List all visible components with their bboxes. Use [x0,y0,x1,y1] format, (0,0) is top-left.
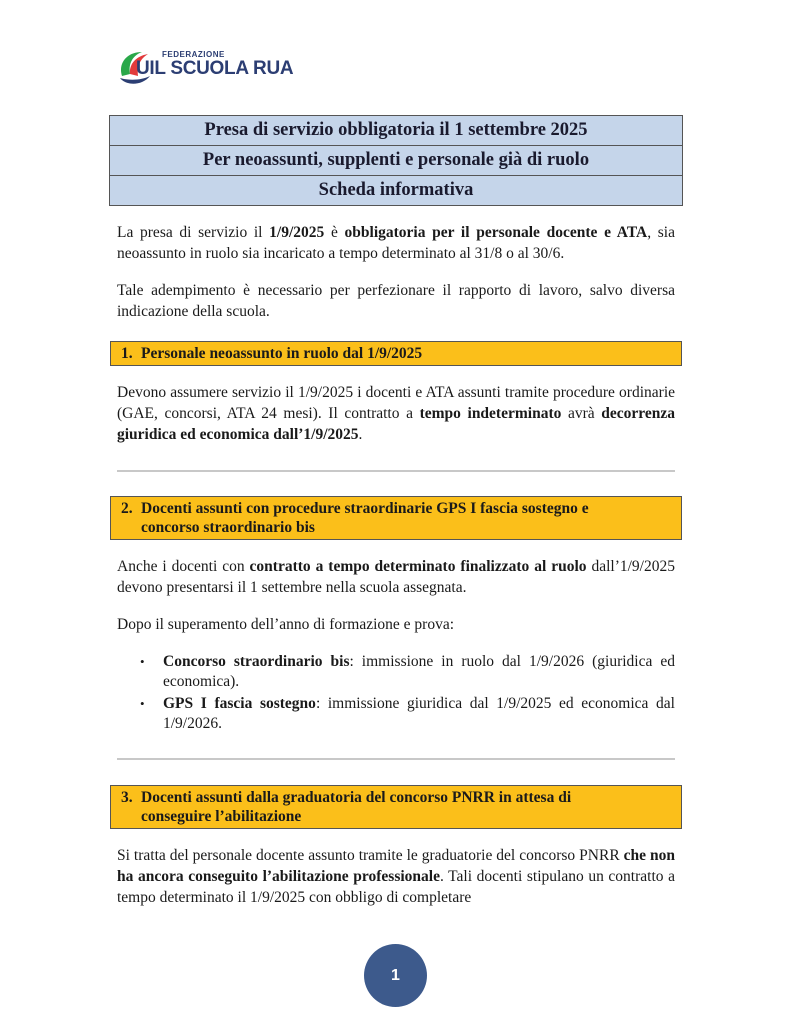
logo-federation-text: FEDERAZIONE [162,50,225,59]
section-3-body: Si tratta del personale docente assunto tramite le graduatorie del concorso PNRR che non ha ancora conseguito l’abilitazione professionale. Tali docenti stipulano un contratto a tempo determinato il 1/9/2025 con obbligo di completare [117,847,675,906]
title-box [109,115,683,206]
section-1-body: Devono assumere servizio il 1/9/2025 i docenti e ATA assunti tramite procedure ordinarie (GAE, concorsi, ATA 24 mesi). Il contratto a tempo indeterminato avrà decorrenza giuridica ed economica dall’1/9/2025. [117,384,675,443]
section-2-heading: 2. Docenti assunti con procedure straordinarie GPS I fascia sostegno e concorso straordinario bis [110,496,682,540]
divider-2 [117,758,675,760]
intro-paragraph-2: Tale adempimento è necessario per perfezionare il rapporto di lavoro, salvo diversa indicazione della scuola. [117,282,675,320]
uil-scuola-logo [116,44,294,90]
logo-name-text: UIL SCUOLA RUA [136,58,294,79]
list-item: • GPS I fascia sostegno: immissione giuridica dal 1/9/2025 ed economica dal 1/9/2026. [140,694,675,734]
section-2-body-2: Dopo il superamento dell’anno di formazione e prova: [117,616,455,633]
title-line-1: Presa di servizio obbligatoria il 1 settembre 2025 [110,116,683,146]
intro-paragraph-1: La presa di servizio il 1/9/2025 è obbligatoria per il personale docente e ATA, sia neoassunto in ruolo sia incaricato a tempo determinato al 31/8 o al 30/6. [117,224,675,262]
title-line-3: Scheda informativa [110,176,683,206]
section-2-body-1: Anche i docenti con contratto a tempo determinato finalizzato al ruolo dall’1/9/2025 devono presentarsi il 1 settembre nella scuola assegnata. [117,558,675,596]
list-item: • Concorso straordinario bis: immissione in ruolo dal 1/9/2026 (giuridica ed economica). [140,652,675,692]
title-line-2: Per neoassunti, supplenti e personale già di ruolo [110,146,683,176]
section-1-heading: 1. Personale neoassunto in ruolo dal 1/9/2025 [110,341,682,366]
section-2-bullet-list [140,652,675,736]
page-number-badge: 1 [364,944,427,1007]
divider-1 [117,470,675,472]
section-3-heading: 3. Docenti assunti dalla graduatoria del concorso PNRR in attesa di conseguire l’abilitazione [110,785,682,829]
